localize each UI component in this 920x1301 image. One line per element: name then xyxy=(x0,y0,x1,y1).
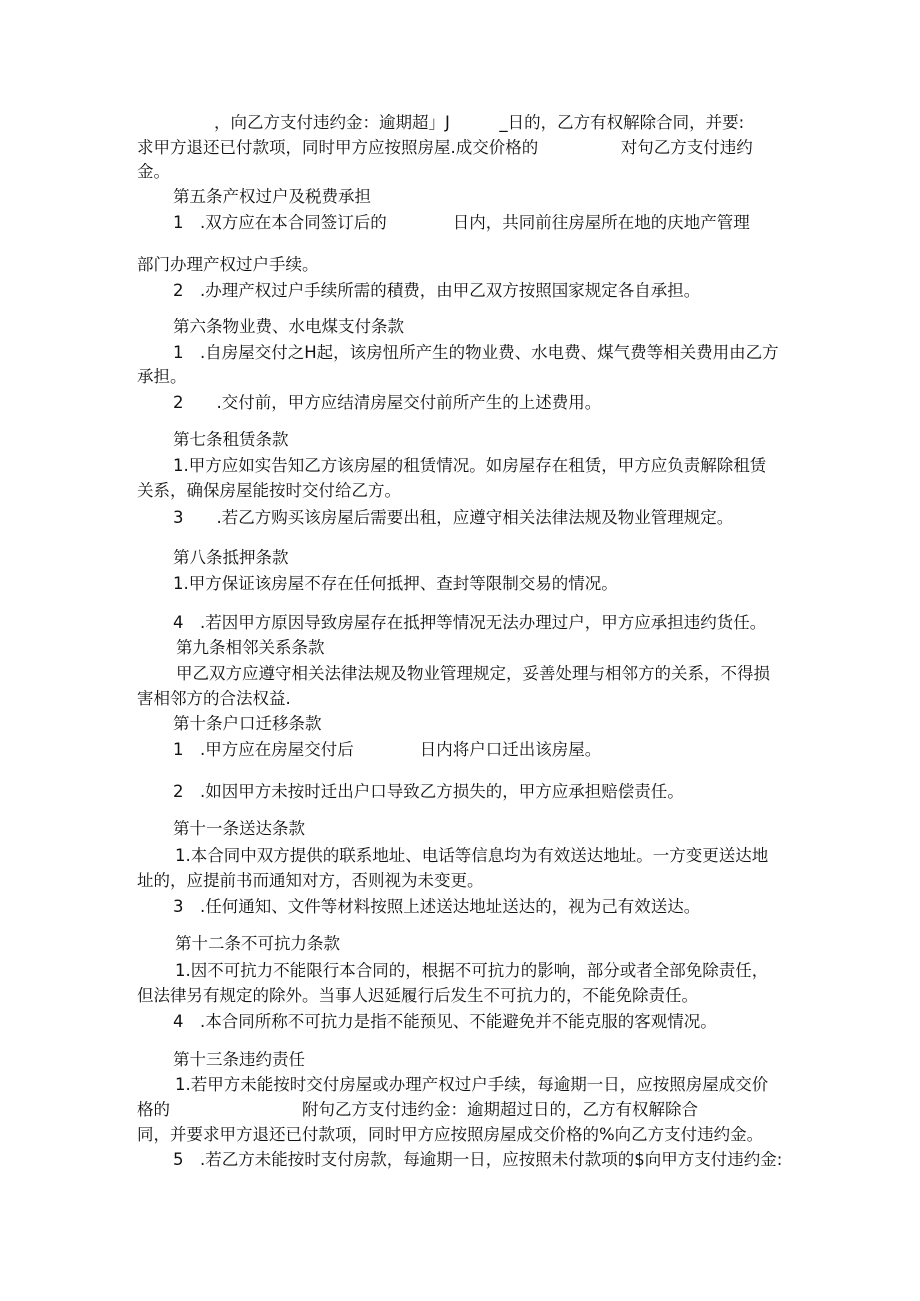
paragraph-line: 同，并要求甲方退还已付款项，同时甲方应按照房屋成交价格的%向乙方支付违约金。 xyxy=(137,1125,764,1144)
paragraph-line: 4 .若因甲方原因导致房屋存在抵押等情况无法办理过户，甲方应承担违约货任。 xyxy=(173,613,767,632)
section-heading: 第十二条不可抗力条款 xyxy=(175,934,340,953)
paragraph-line: 1.因不可抗力不能限行本合同的，根据不可抗力的影响，部分或者全部免除责任， xyxy=(175,961,769,980)
paragraph-line: 1.甲方应如实告知乙方该房屋的租赁情况。如房屋存在租赁，甲方应负责解除租赁 xyxy=(173,456,767,475)
section-heading: 第十一条送达条款 xyxy=(173,819,305,838)
paragraph-line: 2 .交付前，甲方应结清房屋交付前所产生的上述费用。 xyxy=(173,393,602,412)
paragraph-line: 关系，确保房屋能按时交付给乙方。 xyxy=(137,481,401,500)
paragraph-line: 4 .本合同所称不可抗力是指不能预见、不能避免并不能克服的客观情况。 xyxy=(173,1012,717,1031)
section-heading: 第八条抵押条款 xyxy=(173,548,289,567)
paragraph-line: 承担。 xyxy=(137,367,187,386)
section-heading: 第五条产权过户及税费承担 xyxy=(173,187,371,206)
section-heading: 第七条租赁条款 xyxy=(173,430,289,449)
paragraph-line: 2 .如因甲方未按时迁出户口导致乙方损失的，甲方应承担赔偿责任。 xyxy=(173,782,684,801)
paragraph-line: ，向乙方支付违约金：逾期超」J _日的，乙方有权解除合同，并要: xyxy=(214,113,745,132)
paragraph-line: 1 .自房屋交付之H起，该房忸所产生的物业费、水电费、煤气费等相关费用由乙方 xyxy=(173,343,779,362)
paragraph-line: 5 .若乙方未能按时支付房款，每逾期一日，应按照未付款项的$向甲方支付违约金: xyxy=(173,1150,783,1169)
paragraph-line: 1.甲方保证该房屋不存在任何抵押、查封等限制交易的情况。 xyxy=(173,574,618,593)
paragraph-line: 1.若甲方未能按时交付房屋或办理产权过户手续，每逾期一日，应按照房屋成交价 xyxy=(175,1075,769,1094)
paragraph-line: 部门办理产权过户手续。 xyxy=(137,255,319,274)
paragraph-line: 1 .甲方应在房屋交付后 日内将户口迁出该房屋。 xyxy=(173,740,602,759)
paragraph-line: 金。 xyxy=(137,162,170,181)
paragraph-line: 甲乙双方应遵守相关法律法规及物业管理规定，妥善处理与相邻方的关系，不得损 xyxy=(176,664,770,683)
paragraph-line: 址的，应提前书而通知对方，否则视为未变更。 xyxy=(137,871,484,890)
paragraph-line: 3 .若乙方购买该房屋后需要出租，应遵守相关法律法规及物业管理规定。 xyxy=(173,508,734,527)
paragraph-line: 3 .任何通知、文件等材料按照上述送达地址送达的，视为己有效送达。 xyxy=(173,897,701,916)
paragraph-line: 但法律另有规定的除外。当事人迟延履行后发生不可抗力的，不能免除责任。 xyxy=(137,986,698,1005)
paragraph-line: 求甲方退还已付款项，同时甲方应按照房屋.成交价格的 对句乙方支付违约 xyxy=(137,138,753,157)
section-heading: 第十三条违约责任 xyxy=(173,1050,305,1069)
paragraph-line: 1 .双方应在本合同签订后的 日内，共同前往房屋所在地的庆地产管理 xyxy=(173,213,750,232)
section-heading: 第九条相邻关系条款 xyxy=(176,638,325,657)
section-heading: 第六条物业费、水电煤支付条款 xyxy=(173,317,404,336)
paragraph-line: 害相邻方的合法权益. xyxy=(137,689,291,708)
paragraph-line: 2 .办理产权过户手续所需的積费，由甲乙双方按照国家规定各自承担。 xyxy=(173,281,701,300)
paragraph-line: 格的 附句乙方支付违约金：逾期超过日的，乙方有权解除合 xyxy=(137,1100,698,1119)
paragraph-line: 1.本合同中双方提供的联系地址、电话等信息均为有效送达地址。一方变更送达地 xyxy=(175,846,769,865)
section-heading: 第十条户口迁移条款 xyxy=(173,714,322,733)
